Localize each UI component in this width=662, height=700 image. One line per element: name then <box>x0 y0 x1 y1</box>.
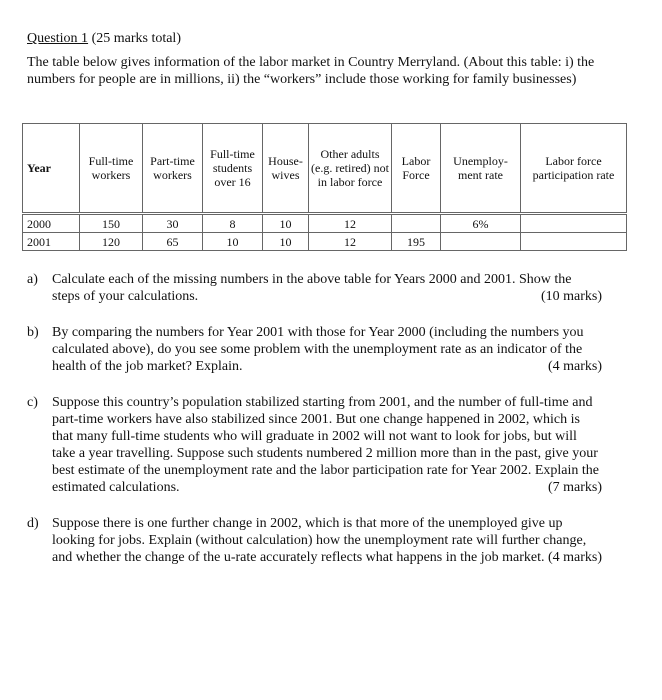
table-cell: 120 <box>80 233 143 251</box>
intro-paragraph: The table below gives information of the labor market in Country Merryland. (About this table: i) the numbers for people are in millions, ii) the “workers” include those working for family businesses) <box>27 55 595 87</box>
header-participation-rate: Labor force participation rate <box>521 124 627 214</box>
question-parts <box>22 271 602 585</box>
table-cell: 195 <box>392 233 441 251</box>
table-row <box>23 214 627 233</box>
part-a <box>22 271 602 305</box>
header-unemployment-rate: Unemploy-ment rate <box>441 124 521 214</box>
question-total-marks: (25 marks total) <box>91 31 181 46</box>
header-part-time-workers: Part-time workers <box>143 124 203 214</box>
part-label: a) <box>27 272 38 287</box>
part-text: Suppose there is one further change in 2002, which is that more of the unemployed give up looking for jobs. Explain (without calculation) how the unemployment rate will further change, and whether the change of the u-rate accurately reflects what happens in the job market. <box>52 516 587 565</box>
table-cell: 2000 <box>23 214 80 233</box>
part-label: d) <box>27 516 39 531</box>
part-text: Suppose this country’s population stabilized starting from 2001, and the number of full-time and part-time workers have also stabilized since 2001. But one change happened in 2002, which is that many full-time students who will graduate in 2002 will not want to look for jobs, but will take a year travelling. Suppose such students numbered 2 million more than in the past, give your best estimate of the unemployment rate and the labor participation rate for Year 2002. Explain the estimated calculations. <box>52 395 599 495</box>
header-full-time-workers: Full-time workers <box>80 124 143 214</box>
labor-market-table <box>22 123 627 251</box>
table-cell: 10 <box>263 233 309 251</box>
part-marks: (4 marks) <box>547 359 602 374</box>
header-full-time-students: Full-time students over 16 <box>203 124 263 214</box>
table-cell: 2001 <box>23 233 80 251</box>
part-d <box>22 515 602 566</box>
question-title <box>27 30 181 47</box>
table-cell: 8 <box>203 214 263 233</box>
part-marks: (10 marks) <box>540 289 602 304</box>
table-cell: 65 <box>143 233 203 251</box>
table-cell <box>392 214 441 233</box>
header-other-adults: Other adults (e.g. retired) not in labor force <box>309 124 392 214</box>
header-year: Year <box>23 124 80 214</box>
part-marks: (4 marks) <box>547 550 602 565</box>
header-labor-force: Labor Force <box>392 124 441 214</box>
table-cell <box>521 214 627 233</box>
question-number: Question 1 <box>27 31 89 46</box>
part-c <box>22 394 602 496</box>
table-cell: 10 <box>203 233 263 251</box>
part-text: Calculate each of the missing numbers in the above table for Years 2000 and 2001. Show the steps of your calculations. <box>52 272 572 304</box>
table-cell <box>441 233 521 251</box>
table-cell: 12 <box>309 233 392 251</box>
header-housewives: House-wives <box>263 124 309 214</box>
part-marks: (7 marks) <box>547 480 602 495</box>
part-b <box>22 324 602 375</box>
table-cell: 10 <box>263 214 309 233</box>
table-row <box>23 233 627 251</box>
table-cell: 150 <box>80 214 143 233</box>
table-cell <box>521 233 627 251</box>
part-label: c) <box>27 395 38 410</box>
table-cell: 12 <box>309 214 392 233</box>
table-header-row <box>23 124 627 214</box>
part-label: b) <box>27 325 39 340</box>
table-cell: 30 <box>143 214 203 233</box>
table-cell: 6% <box>441 214 521 233</box>
part-text: By comparing the numbers for Year 2001 with those for Year 2000 (including the numbers you calculated above), do you see some problem with the unemployment rate as an indicator of the health of the job market? Explain. <box>52 325 584 374</box>
